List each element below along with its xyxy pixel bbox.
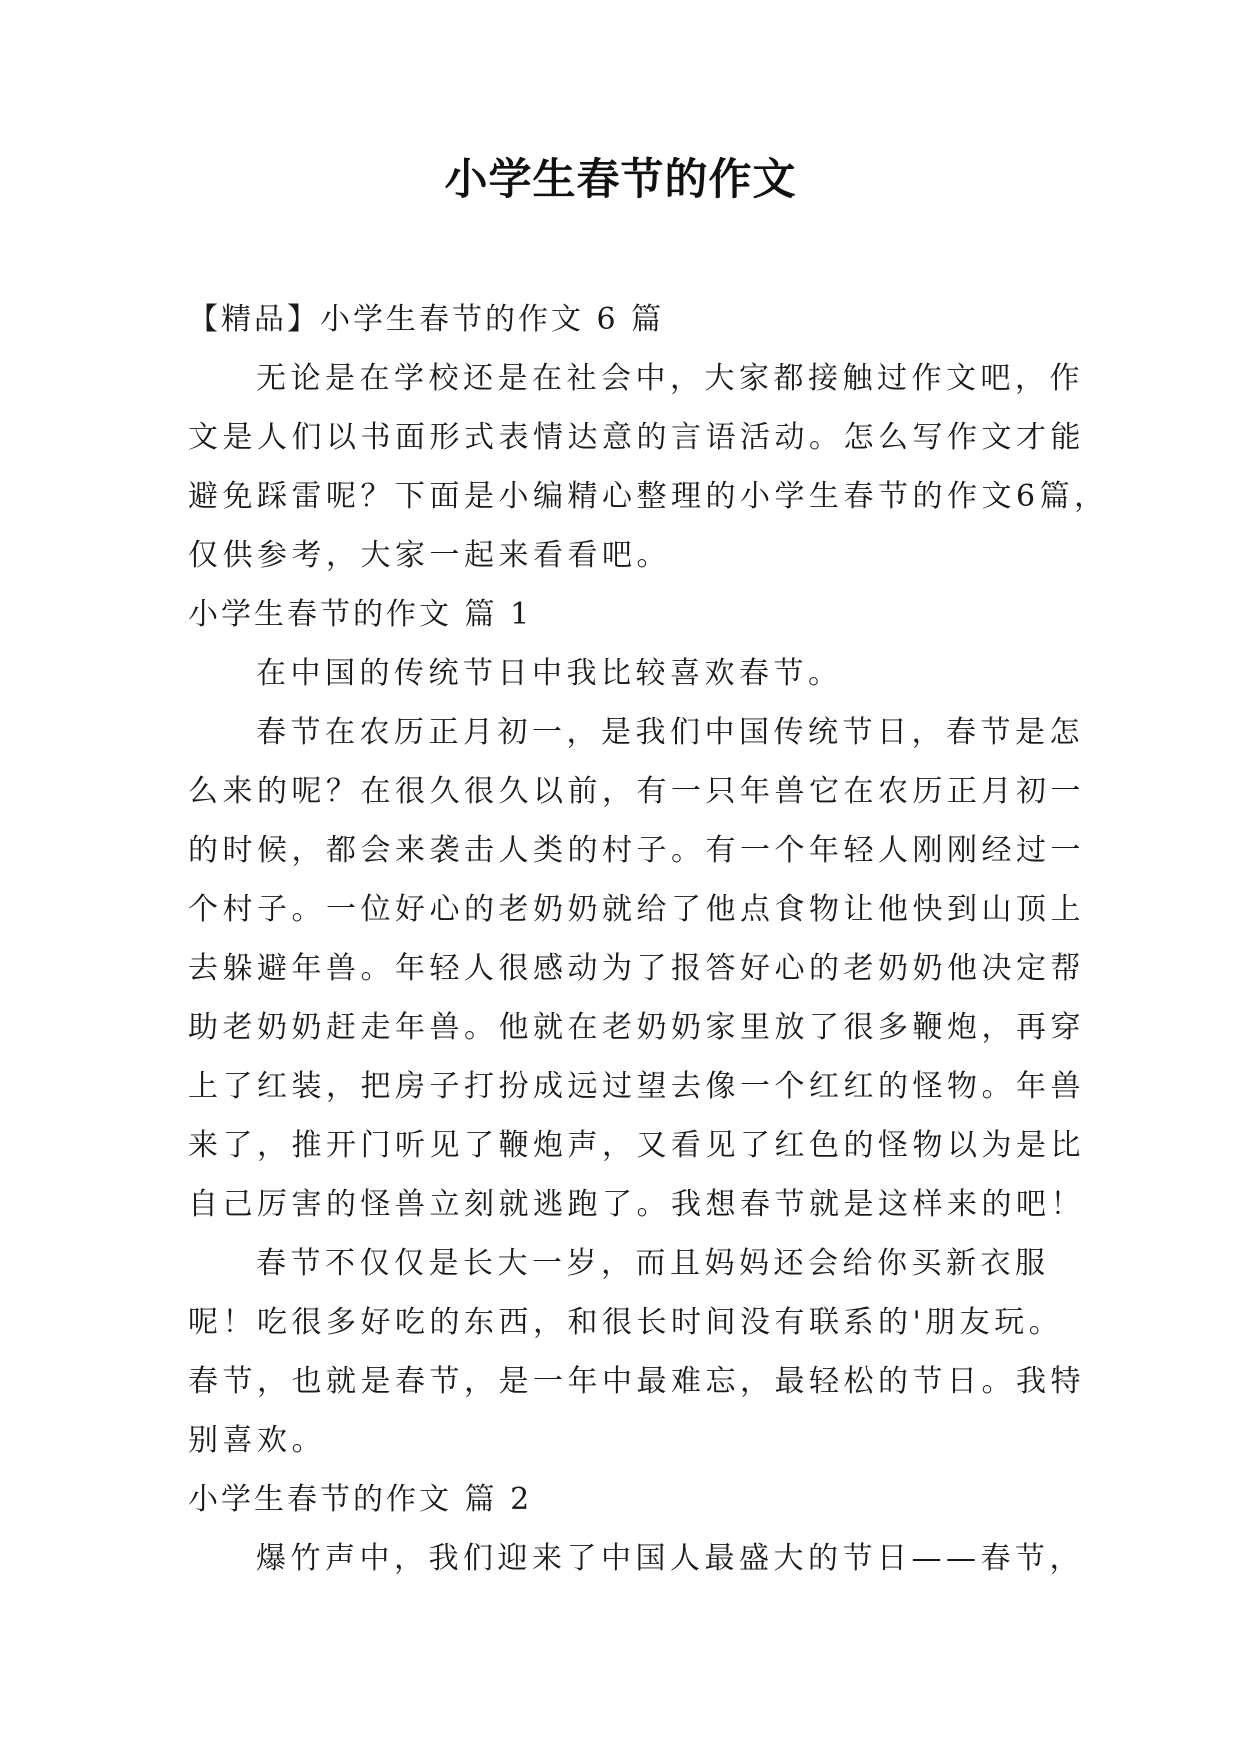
paragraph-line: 么来的呢？在很久很久以前，有一只年兽它在农历正月初一 xyxy=(188,774,1085,809)
paragraph-line: 去躲避年兽。年轻人很感动为了报答好心的老奶奶他决定帮 xyxy=(188,951,1085,986)
paragraph-line: 爆竹声中，我们迎来了中国人最盛大的节日——春节， xyxy=(256,1541,1084,1576)
paragraph-line: 在中国的传统节日中我比较喜欢春节。 xyxy=(256,656,843,691)
paragraph-line: 无论是在学校还是在社会中，大家都接触过作文吧，作 xyxy=(256,361,1084,396)
paragraph-line: 自己厉害的怪兽立刻就逃跑了。我想春节就是这样来的吧！ xyxy=(188,1187,1085,1222)
paragraph-line: 上了红装，把房子打扮成远过望去像一个红红的怪物。年兽 xyxy=(188,1069,1085,1104)
paragraph-line: 的时候，都会来袭击人类的村子。有一个年轻人刚刚经过一 xyxy=(188,833,1085,868)
document-body xyxy=(188,290,1109,1588)
paragraph-line: 春节，也就是春节，是一年中最难忘，最轻松的节日。我特 xyxy=(188,1364,1085,1399)
paragraph-line: 别喜欢。 xyxy=(188,1423,326,1458)
paragraph-line: 春节不仅仅是长大一岁，而且妈妈还会给你买新衣服 xyxy=(256,1246,1050,1281)
paragraph-line: 文是人们以书面形式表情达意的言语活动。怎么写作文才能 xyxy=(188,420,1085,455)
document-title: 小学生春节的作文 xyxy=(444,155,797,205)
paragraph-line: 来了，推开门听见了鞭炮声，又看见了红色的怪物以为是比 xyxy=(188,1128,1085,1163)
paragraph-line: 助老奶奶赶走年兽。他就在老奶奶家里放了很多鞭炮，再穿 xyxy=(188,1010,1085,1045)
intro-heading: 【精品】小学生春节的作文 6 篇 xyxy=(188,302,665,337)
paragraph-line: 仅供参考，大家一起来看看吧。 xyxy=(188,538,671,573)
essay-heading-2: 小学生春节的作文 篇 2 xyxy=(188,1482,533,1517)
paragraph-line: 春节在农历正月初一，是我们中国传统节日，春节是怎 xyxy=(256,715,1084,750)
essay-heading-1: 小学生春节的作文 篇 1 xyxy=(188,597,533,632)
paragraph-line: 个村子。一位好心的老奶奶就给了他点食物让他快到山顶上 xyxy=(188,892,1085,927)
paragraph-line: 呢！吃很多好吃的东西，和很长时间没有联系的'朋友玩。 xyxy=(188,1305,1064,1340)
paragraph-line: 避免踩雷呢？下面是小编精心整理的小学生春节的作文6篇， xyxy=(188,479,1109,514)
